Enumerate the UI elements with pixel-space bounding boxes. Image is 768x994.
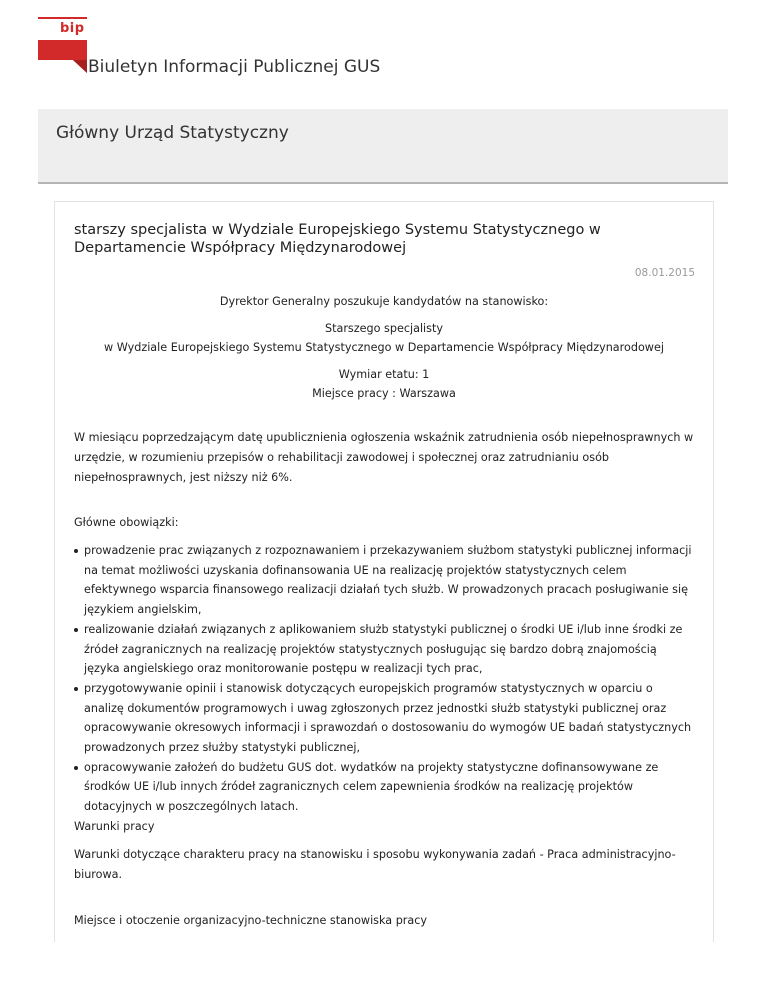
org-name[interactable]: Główny Urząd Statystyczny: [56, 123, 289, 143]
article-card: [54, 201, 714, 942]
list-item: przygotowywanie opinii i stanowisk dotyczących europejskich programów statystycznych w oparciu o analizę dokumentów programowych i uwag zgłoszonych przez jednostki służb statystyki publicznej oraz opracowywanie okresowych informacji i sprawozdań o dostosowaniu do wymogów UE badań statystycznych prowadzonych przez służby statystyki publicznej,: [74, 679, 694, 758]
bip-logo[interactable]: [38, 17, 88, 73]
conditions-heading: Warunki pracy: [74, 819, 155, 833]
list-item: opracowywanie założeń do budżetu GUS dot. wydatków na projekty statystyczne dofinansowywane ze środków UE i/lub innych źródeł zagranicznych celem zapewnienia środków na realizację projektów dotacyjnych w poszczególnych latach.: [74, 758, 694, 817]
intro-text: Dyrektor Generalny poszukuje kandydatów na stanowisko:: [219, 295, 549, 308]
disability-note: W miesiącu poprzedzającym datę upublicznienia ogłoszenia wskaźnik zatrudnienia osób niepełnosprawnych w urzędzie, w rozumieniu przepisów o rehabilitacji zawodowej i społecznej oraz zatrudnianiu osób niepełnosprawnych, jest niższy niż 6%.: [74, 431, 694, 484]
logo-top-line: [38, 17, 87, 19]
list-item: realizowanie działań związanych z aplikowaniem służb statystyki publicznej o środki UE i/lub inne środki ze źródeł zagranicznych na realizację projektów statystycznych posługując się bardzo dobrą znajomością języka angielskiego oraz monitorowanie postępu w realizacji tych prac,: [74, 620, 694, 679]
org-banner: [38, 109, 728, 184]
environment-heading: Miejsce i otoczenie organizacyjno-techniczne stanowiska pracy: [74, 913, 428, 927]
etat-text: Wymiar etatu: 1: [338, 368, 430, 381]
article-date: 08.01.2015: [634, 267, 695, 279]
list-item: prowadzenie prac związanych z rozpoznawaniem i przekazywaniem służbom statystyki publicznej informacji na temat możliwości uzyskania dofinansowania UE na realizację projektów statystycznych celem efektywnego wsparcia finansowego realizacji działań tych służb. W prowadzonych pracach posługiwanie się językiem angielskim,: [74, 541, 694, 620]
duties-list: [74, 541, 694, 817]
article-title: starszy specjalista w Wydziale Europejskiego Systemu Statystycznego w Departamencie Współpracy Międzynarodowej: [74, 222, 601, 256]
article-body: [74, 292, 694, 930]
bip-flag-icon: [38, 40, 87, 73]
duties-heading: Główne obowiązki:: [74, 516, 179, 529]
position-department: w Wydziale Europejskiego Systemu Statystycznego w Departamencie Współpracy Międzynarodowej: [104, 341, 664, 354]
site-title[interactable]: Biuletyn Informacji Publicznej GUS: [88, 57, 381, 77]
position-title: Starszego specjalisty: [324, 322, 443, 335]
conditions-text: Warunki dotyczące charakteru pracy na stanowisku i sposobu wykonywania zadań - Praca administracyjno-biurowa.: [74, 847, 676, 881]
location-text: Miejsce pracy : Warszawa: [312, 387, 456, 400]
logo-text: bip: [60, 21, 85, 36]
